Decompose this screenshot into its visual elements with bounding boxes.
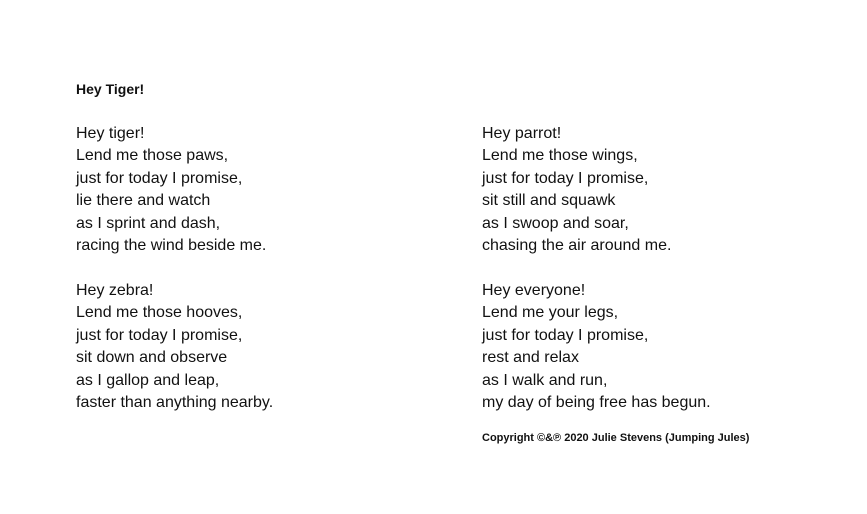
poem-title: Hey Tiger!	[76, 81, 145, 97]
poem-line: sit down and observe	[76, 349, 228, 367]
poem-line: Lend me those paws,	[76, 147, 229, 165]
poem-line: Lend me those wings,	[482, 147, 638, 165]
poem-line: sit still and squawk	[482, 192, 616, 210]
poem-line: as I gallop and leap,	[76, 371, 220, 389]
poem-line: Hey parrot!	[482, 125, 562, 142]
poem-line: just for today I promise,	[76, 169, 243, 187]
poem-line: my day of being free has begun.	[482, 393, 711, 411]
stanza-everyone	[482, 280, 711, 414]
poem-line: Lend me your legs,	[482, 304, 619, 322]
poem-line: chasing the air around me.	[482, 236, 672, 254]
poem-line: just for today I promise,	[482, 326, 649, 344]
poem-line: Hey everyone!	[482, 282, 586, 299]
stanza-tiger	[76, 123, 266, 257]
poem-line: faster than anything nearby.	[76, 393, 274, 411]
poem-line: as I swoop and soar,	[482, 214, 629, 232]
poem-line: just for today I promise,	[482, 169, 649, 187]
poem-line: as I sprint and dash,	[76, 214, 221, 232]
copyright-notice: Copyright ©&℗ 2020 Julie Stevens (Jumping Jules)	[482, 432, 750, 444]
poem-line: Hey tiger!	[76, 125, 145, 142]
poem-line: racing the wind beside me.	[76, 236, 267, 254]
poem-line: as I walk and run,	[482, 371, 608, 389]
stanza-zebra	[76, 280, 273, 414]
poem-line: just for today I promise,	[76, 326, 243, 344]
poem-line: rest and relax	[482, 349, 579, 367]
poem-line: Lend me those hooves,	[76, 304, 243, 322]
stanza-parrot	[482, 123, 671, 257]
poem-line: Hey zebra!	[76, 282, 154, 299]
poem-line: lie there and watch	[76, 192, 211, 210]
